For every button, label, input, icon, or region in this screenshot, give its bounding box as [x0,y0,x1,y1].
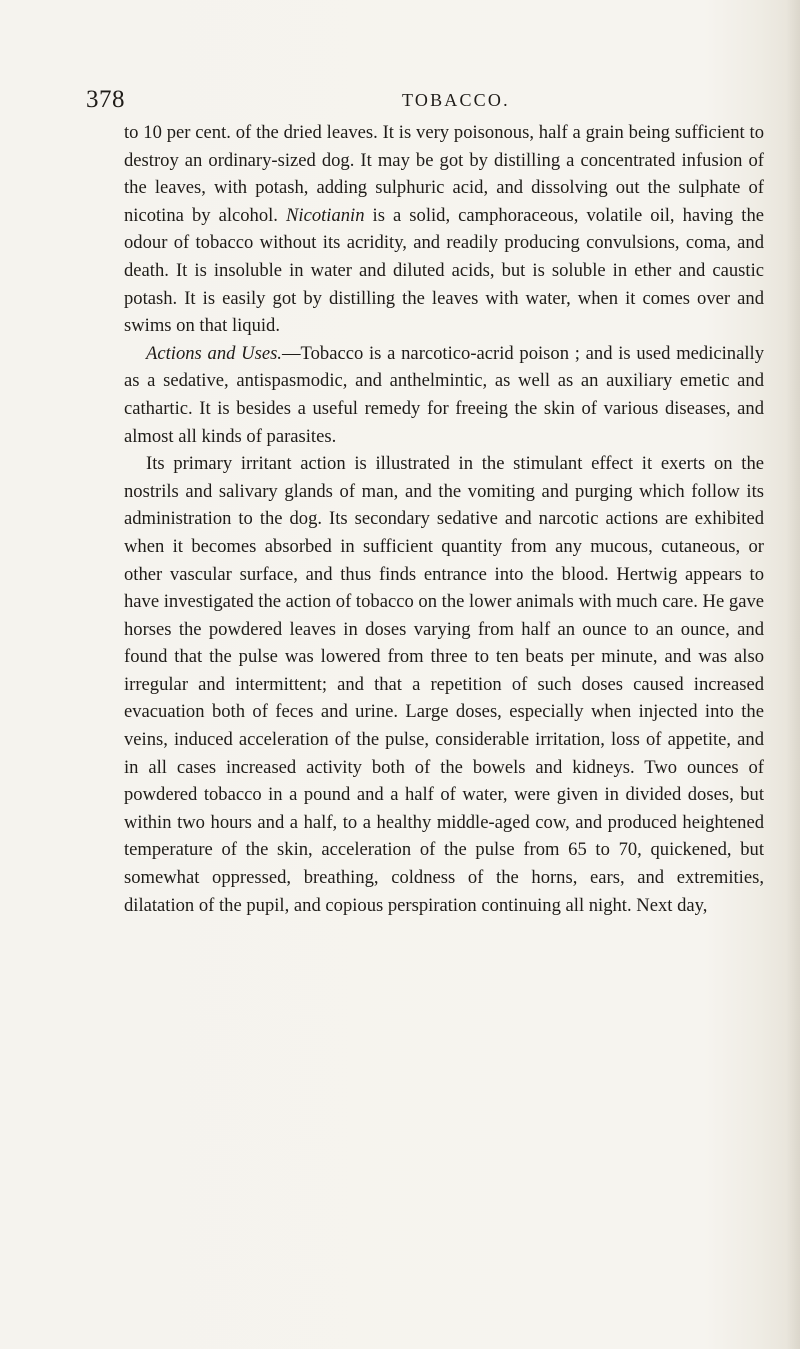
page-edge-shadow [786,0,800,1349]
paragraph-primary-action: Its primary irritant action is illustrated in the stimulant effect it exerts on the nostrils and salivary glands of man, and the vomiting and purging which follow its administration to the dog. Its secondary sedative and narcotic actions are exhibited when it becomes absorbed in sufficient quantity from any mucous, cutaneous, or other vascular surface, and thus finds entrance into the blood. Hertwig appears to have investigated the action of tobacco on the lower animals with much care. He gave horses the powdered leaves in doses varying from half an ounce to an ounce, and found that the pulse was lowered from three to ten beats per minute, and was also irregular and intermittent; and that a repetition of such doses caused increased evacuation both of feces and urine. Large doses, especially when injected into the veins, induced acceleration of the pulse, considerable irritation, loss of appetite, and in all cases increased activity both of the bowels and kidneys. Two ounces of powdered tobacco in a pound and a half of water, were given in divided doses, but within two hours and a half, to a healthy middle-aged cow, and produced heightened temperature of the skin, acceleration of the pulse from 65 to 70, quickened, but somewhat oppressed, breathing, coldness of the horns, ears, and extremities, dilatation of the pupil, and copious perspiration continuing all night. Next day, [124,453,764,916]
page-header [0,0,800,120]
italic-term-nicotianin: Nicotianin [286,204,365,226]
paragraph-actions-and-uses: Actions and Uses.—Tobacco is a narcotico-acrid poison ; and is used medicinally as a sedative, antispasmodic, and anthelmintic, as well as an auxiliary emetic and cathartic. It is besides a useful remedy for freeing the skin of various diseases, and almost all kinds of parasites. [124,342,764,447]
page-number: 378 [86,86,125,113]
paragraph-continuation: to 10 per cent. of the dried leaves. It is very poisonous, half a grain being sufficient to destroy an ordinary-sized dog. It may be got by distilling a concentrated infusion of the leaves, with potash, adding sulphuric acid, and dissolving out the sulphate of nicotina by alcohol. Nicotianin is a solid, camphoraceous, volatile oil, having the odour of tobacco without its acridity, and readily producing convulsions, coma, and death. It is insoluble in water and diluted acids, but is soluble in ether and caustic potash. It is easily got by distilling the leaves with water, when it comes over and swims on that liquid. [124,122,764,337]
body-text [124,119,764,919]
running-head: TOBACCO. [402,90,510,110]
section-heading-actions-and-uses: Actions and Uses. [146,342,282,364]
